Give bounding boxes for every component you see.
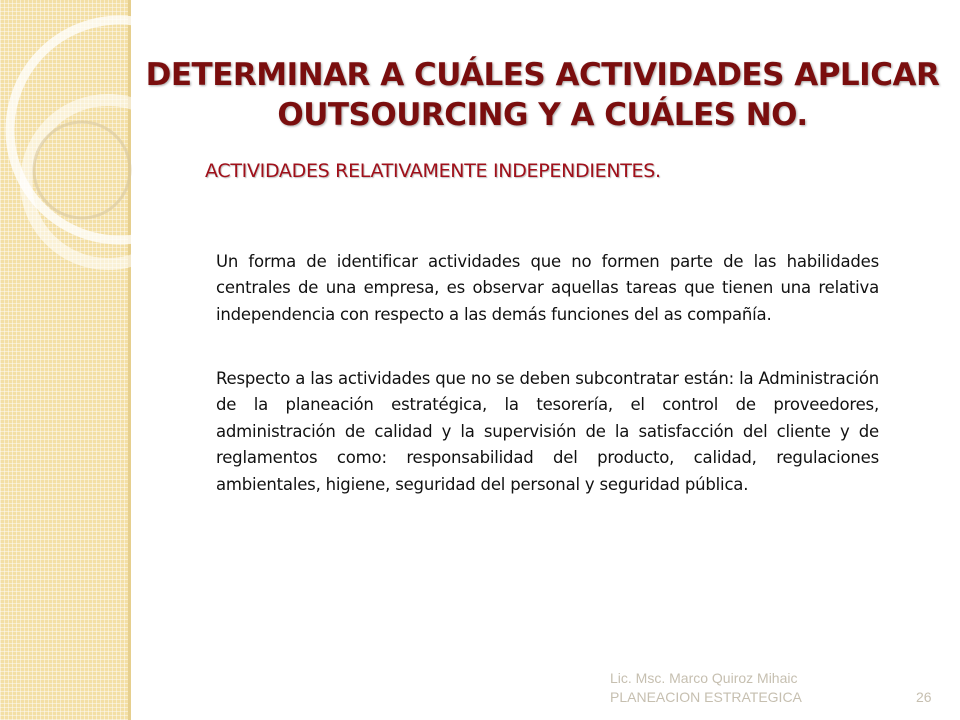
deco-circle-small — [34, 122, 130, 218]
section-subtitle: ACTIVIDADES RELATIVAMENTE INDEPENDIENTES. — [205, 160, 661, 182]
footer-course: PLANEACION ESTRATEGICA — [610, 689, 802, 705]
paragraph-no-subcontract: Respecto a las actividades que no se deben subcontratar están: la Administración de la planeación estratégica, la tesorería, el control de proveedores, administración de calidad y la supervisión de la satisfacción del cliente y de reglamentos como: responsabilidad del producto, calidad, regulaciones ambientales, higiene, seguridad del personal y seguridad pública. — [216, 368, 879, 494]
slide-title: DETERMINAR A CUÁLES ACTIVIDADES APLICAR OUTSOURCING Y A CUÁLES NO. — [145, 56, 940, 133]
footer-author: Lic. Msc. Marco Quiroz Mihaic — [610, 670, 798, 686]
page-number: 26 — [916, 689, 932, 705]
paragraph-independence: Un forma de identificar actividades que no formen parte de las habilidades centrales de una empresa, es observar aquellas tareas que tienen una relativa independencia con respecto a las demás funciones del as compañía. — [216, 251, 879, 324]
